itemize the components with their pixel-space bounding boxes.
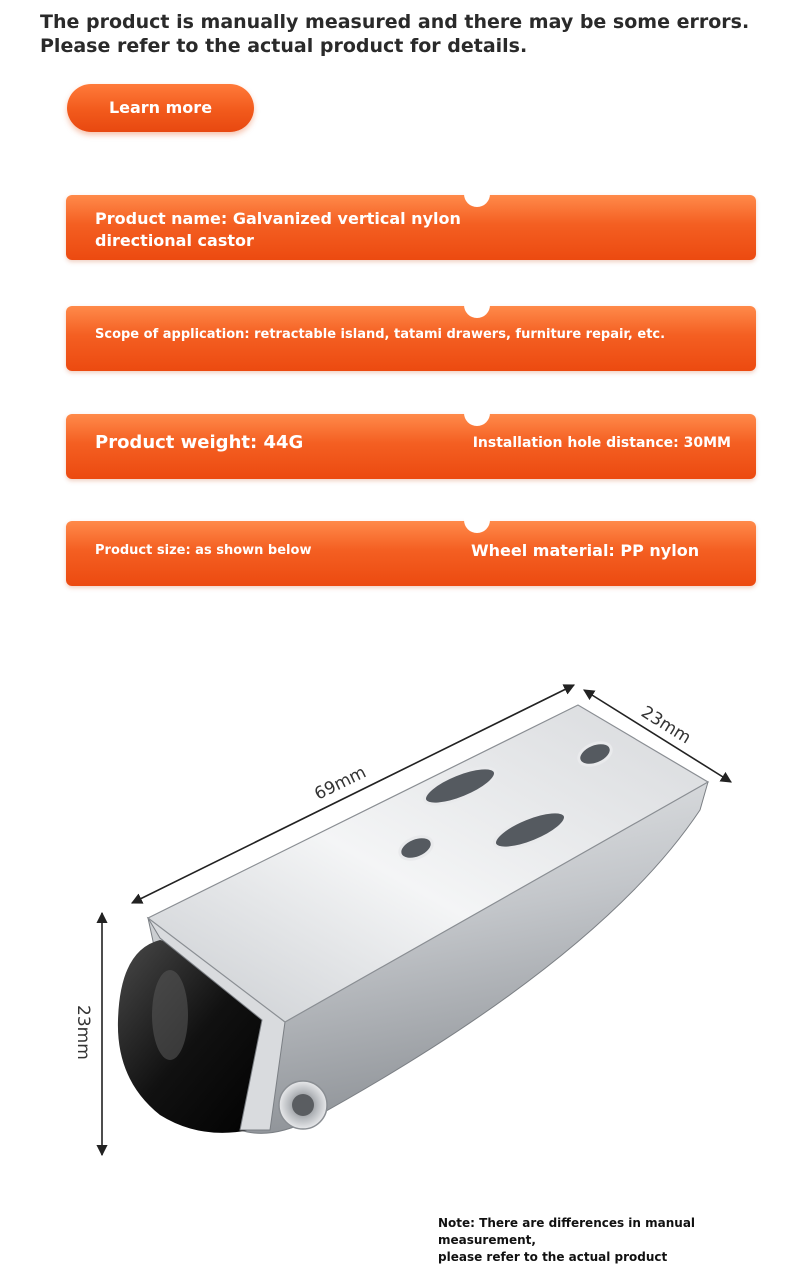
length-dimension-label: 69mm [311,762,370,805]
height-dimension-label: 23mm [73,1005,93,1060]
notice-line-2: Please refer to the actual product for details. [40,35,528,57]
castor-product-illustration [0,660,790,1200]
notice-line-1: The product is manually measured and there may be some errors. [40,11,750,33]
spec-bar-product-name [66,195,756,260]
spec-bar-scope [66,306,756,371]
castor-body [118,705,708,1133]
wheel-material-text: Wheel material: PP nylon [471,541,700,560]
footnote-line-1: Note: There are differences in manual measurement, [438,1216,696,1247]
notice-text [40,10,760,58]
hole-distance-text: Installation hole distance: 30MM [472,435,731,451]
footnote [438,1215,783,1266]
size-text: Product size: as shown below [95,543,312,558]
spec-bar-size [66,521,756,586]
scope-text: Scope of application: retractable island, tatami drawers, furniture repair, etc. [95,327,666,342]
width-dimension-label: 23mm [637,702,695,749]
product-name-text: Product name: Galvanized vertical nylon directional castor [95,209,461,250]
wheel-highlight [152,970,188,1060]
spec-bar-weight [66,414,756,479]
weight-text: Product weight: 44G [95,432,304,453]
footnote-line-2: please refer to the actual product [438,1250,668,1264]
axle-bolt-inner [292,1094,314,1116]
learn-more-button[interactable]: Learn more [67,84,254,132]
